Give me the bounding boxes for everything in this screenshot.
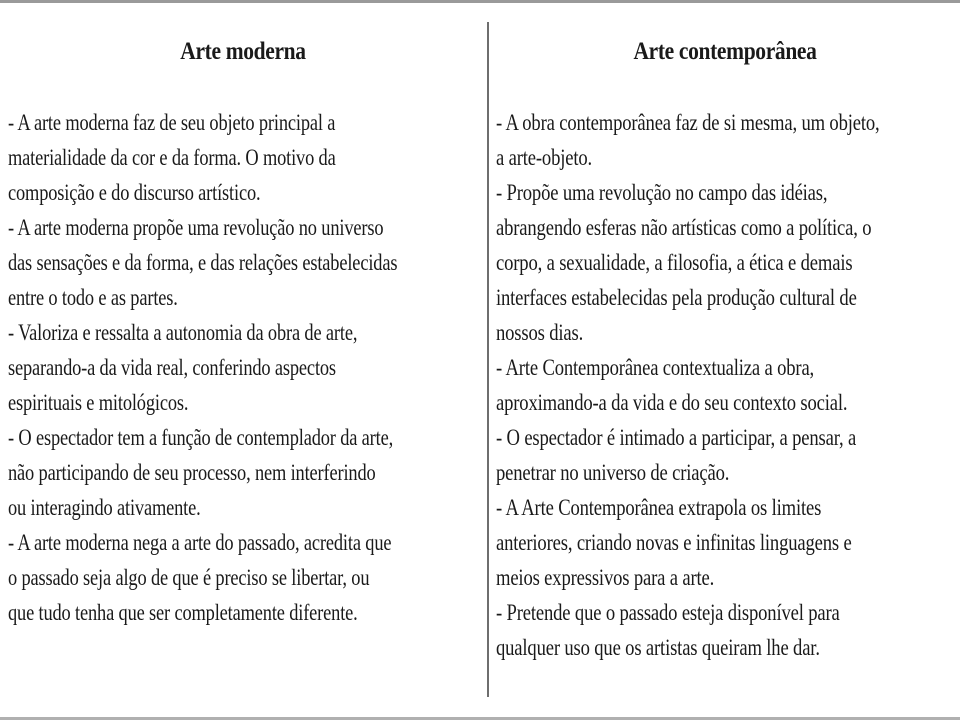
text-line: abrangendo esferas não artísticas como a política, o [496, 215, 872, 240]
text-line: ou interagindo ativamente. [8, 495, 201, 520]
text-line: qualquer uso que os artistas queiram lhe dar. [496, 635, 820, 660]
text-line: materialidade da cor e da forma. O motivo da [8, 145, 336, 170]
text-line: - Arte Contemporânea contextualiza a obra, [496, 355, 815, 380]
text-line: das sensações e da forma, e das relações estabelecidas [8, 250, 398, 275]
contemporary-art-text [496, 105, 954, 665]
text-line: - Propõe uma revolução no campo das idéias, [496, 180, 828, 205]
text-line: composição e do discurso artístico. [8, 180, 261, 205]
text-line: - Valoriza e ressalta a autonomia da obra de arte, [8, 320, 358, 345]
modern-art-column [8, 0, 478, 720]
text-line: corpo, a sexualidade, a filosofia, a ética e demais [496, 250, 853, 275]
text-line: - Pretende que o passado esteja disponível para [496, 600, 840, 625]
text-line: anteriores, criando novas e infinitas linguagens e [496, 530, 852, 555]
text-line: - O espectador tem a função de contemplador da arte, [8, 425, 394, 450]
text-line: o passado seja algo de que é preciso se libertar, ou [8, 565, 370, 590]
text-line: - A arte moderna faz de seu objeto principal a [8, 110, 336, 135]
contemporary-art-heading: Arte contemporânea [633, 38, 817, 65]
text-line: penetrar no universo de criação. [496, 460, 730, 485]
text-line: entre o todo e as partes. [8, 285, 178, 310]
contemporary-art-column [496, 0, 954, 720]
modern-art-heading: Arte moderna [180, 38, 306, 65]
text-line: - A arte moderna propõe uma revolução no universo [8, 215, 384, 240]
modern-art-text [8, 105, 478, 630]
text-line: separando-a da vida real, conferindo aspectos [8, 355, 336, 380]
text-line: não participando de seu processo, nem interferindo [8, 460, 376, 485]
text-line: interfaces estabelecidas pela produção cultural de [496, 285, 857, 310]
text-line: - A obra contemporânea faz de si mesma, um objeto, [496, 110, 880, 135]
text-line: - O espectador é intimado a participar, a pensar, a [496, 425, 857, 450]
column-divider [487, 22, 489, 697]
text-line: - A Arte Contemporânea extrapola os limites [496, 495, 822, 520]
text-line: espirituais e mitológicos. [8, 390, 189, 415]
text-line: que tudo tenha que ser completamente diferente. [8, 600, 358, 625]
text-line: - A arte moderna nega a arte do passado, acredita que [8, 530, 392, 555]
text-line: a arte-objeto. [496, 145, 593, 170]
text-line: nossos dias. [496, 320, 584, 345]
text-line: meios expressivos para a arte. [496, 565, 715, 590]
text-line: aproximando-a da vida e do seu contexto social. [496, 390, 848, 415]
